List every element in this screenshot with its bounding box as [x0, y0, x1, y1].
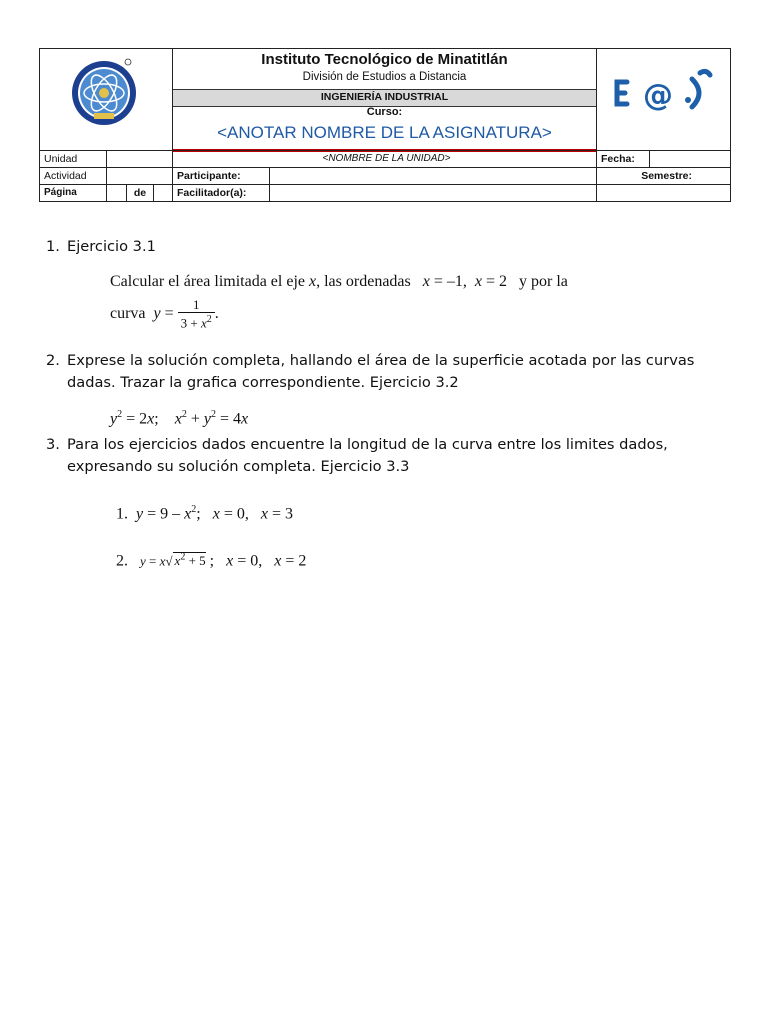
exercise-text: Exprese la solución completa, hallando el área de la superficie acotada por las curvas dadas. Trazar la grafica correspondiente. Ejercicio 3.2: [67, 352, 695, 391]
page-number-field[interactable]: [106, 184, 127, 202]
institution-name: Instituto Tecnológico de Minatitlán: [261, 51, 508, 68]
course-label: Curso:: [366, 106, 403, 118]
exercise-2: [46, 350, 726, 394]
unit-name: <NOMBRE DE LA UNIDAD>: [172, 150, 597, 168]
exercise-text: Para los ejercicios dados encuentre la longitud de la curva entre los limites dados, expresando su solución completa. Ejercicio 3.3: [67, 436, 668, 475]
exercise-3-part-2: 2. y = x√ $x^2 + 5$ ; x = 0, x = 2: [116, 552, 307, 570]
course-name: <ANOTAR NOMBRE DE LA ASIGNATURA>: [217, 123, 552, 142]
division-name: División de Estudios a Distancia: [302, 71, 467, 83]
of-label: de: [126, 184, 154, 202]
exercise-number: 1.: [46, 238, 60, 255]
sub-number: 1.: [116, 505, 128, 523]
unit-label: Unidad: [39, 150, 107, 168]
participant-label: Participante:: [172, 167, 270, 185]
activity-row: [39, 167, 731, 185]
exercise-3: [46, 434, 726, 478]
activity-field[interactable]: [106, 167, 173, 185]
exercise-text: Ejercicio 3.1: [67, 238, 156, 255]
ead-logo-icon: [597, 49, 732, 152]
sub-number: 2.: [116, 552, 128, 570]
exercise-3-part-1: 1. $y = 9 - x^2$; x = 0, x = 3: [116, 504, 293, 523]
date-label: Fecha:: [596, 150, 650, 168]
statement-text: curva: [110, 304, 146, 322]
career-band: INGENIERÍA INDUSTRIAL: [173, 89, 596, 107]
semester-field[interactable]: [596, 184, 731, 202]
exercise-1-statement-line-2: curva y = $\frac{1}{3 + x^2}$ .: [110, 297, 219, 331]
date-field[interactable]: [649, 150, 731, 168]
fraction: $\frac{1}{3 + x^2}$: [178, 298, 215, 330]
document-header: [39, 48, 731, 205]
activity-label: Actividad: [39, 167, 107, 185]
statement-text: Calcular el área limitada el eje: [110, 273, 309, 290]
statement-text: , las ordenadas: [316, 273, 415, 290]
exercise-1-statement-line-1: Calcular el área limitada el eje x, las ordenadas x = –1, x = 2 y por la: [110, 273, 568, 290]
semester-label: Semestre:: [596, 167, 731, 185]
unit-number-field[interactable]: [106, 150, 173, 168]
ead-logo-cell: [596, 48, 731, 151]
participant-field[interactable]: [269, 167, 597, 185]
facilitator-field[interactable]: [269, 184, 597, 202]
total-pages-field[interactable]: [153, 184, 173, 202]
exercise-2-equations: $y^2 = 2x$; $x^2 + y^2 = 4x$: [110, 409, 249, 428]
exercise-1: [46, 236, 726, 258]
exercise-number: 3.: [46, 436, 60, 453]
page-label: Página: [39, 184, 107, 202]
facilitator-label: Facilitador(a):: [172, 184, 270, 202]
header-title-cell: [172, 48, 597, 151]
page-row: [39, 184, 731, 202]
unit-row: [39, 150, 731, 168]
institute-seal-icon: [40, 49, 174, 152]
svg-text:@: @: [643, 78, 673, 113]
statement-text: y por la: [519, 273, 568, 290]
exercise-number: 2.: [46, 352, 60, 369]
logo-cell: [39, 48, 173, 151]
